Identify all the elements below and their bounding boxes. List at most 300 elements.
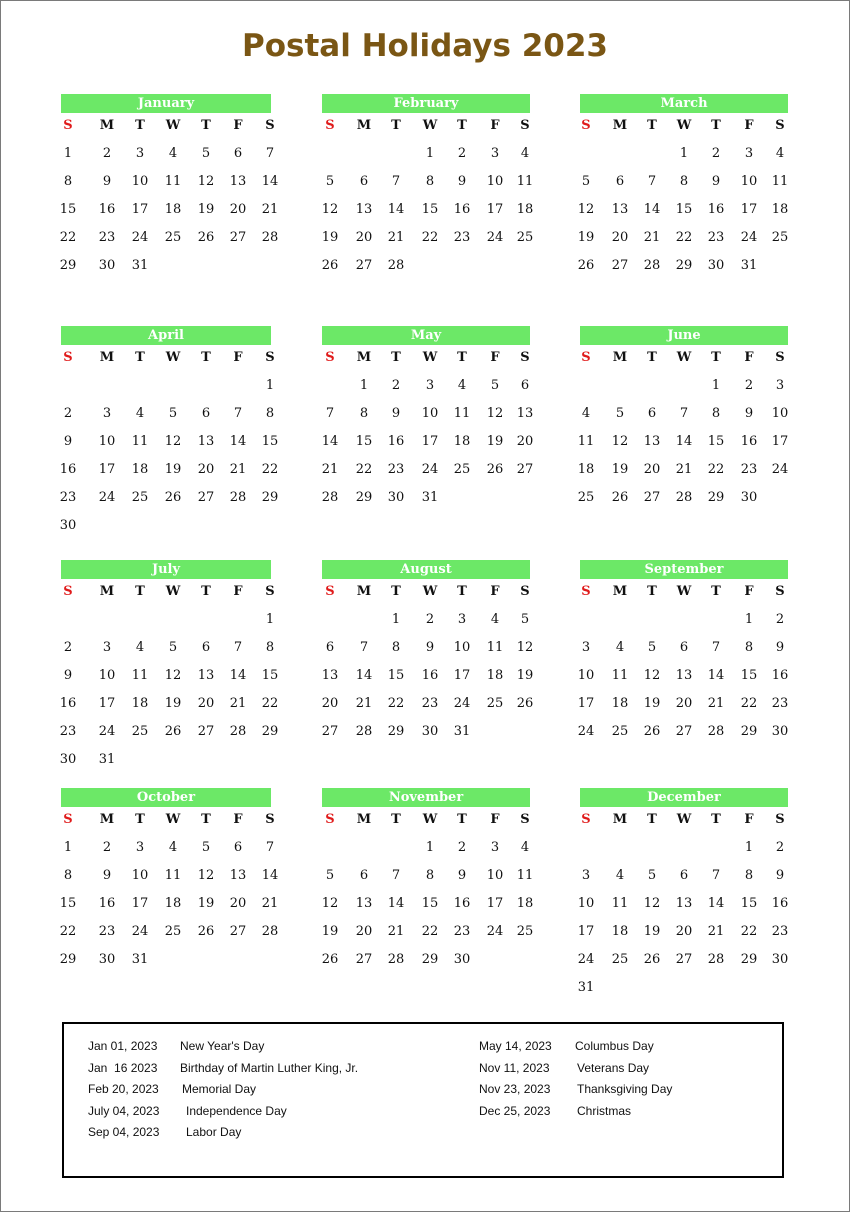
day-cell: 23 xyxy=(387,462,405,477)
day-cell: 9 xyxy=(102,868,112,883)
day-cell: 25 xyxy=(516,230,534,245)
day-cell: 30 xyxy=(453,952,471,967)
day-cell: 26 xyxy=(516,696,534,711)
day-cell: 19 xyxy=(321,230,339,245)
weekday-label: M xyxy=(99,584,115,599)
day-cell: 16 xyxy=(740,434,758,449)
day-cell: 29 xyxy=(387,724,405,739)
day-cell: 28 xyxy=(261,230,279,245)
holiday-date: Dec 25, 2023 xyxy=(479,1103,551,1118)
day-cell: 29 xyxy=(740,952,758,967)
day-cell: 29 xyxy=(59,952,77,967)
weekday-label: W xyxy=(165,812,181,827)
day-cell: 7 xyxy=(359,640,369,655)
day-cell: 7 xyxy=(679,406,689,421)
day-cell: 28 xyxy=(387,952,405,967)
day-cell: 12 xyxy=(197,174,215,189)
day-cell: 5 xyxy=(520,612,530,627)
weekday-label: M xyxy=(612,118,628,133)
weekday-label: T xyxy=(711,118,721,133)
day-cell: 12 xyxy=(577,202,595,217)
weekday-label: T xyxy=(647,118,657,133)
weekday-label: M xyxy=(99,118,115,133)
day-cell: 6 xyxy=(233,840,243,855)
day-cell: 7 xyxy=(265,146,275,161)
day-cell: 9 xyxy=(457,868,467,883)
day-cell: 21 xyxy=(387,924,405,939)
day-cell: 2 xyxy=(391,378,401,393)
day-cell: 18 xyxy=(453,434,471,449)
day-cell: 21 xyxy=(229,696,247,711)
day-cell: 17 xyxy=(740,202,758,217)
holiday-date: July 04, 2023 xyxy=(88,1103,160,1118)
weekday-label: F xyxy=(744,812,754,827)
weekday-label: W xyxy=(422,584,438,599)
day-cell: 12 xyxy=(516,640,534,655)
day-cell: 23 xyxy=(771,696,789,711)
day-cell: 17 xyxy=(486,896,504,911)
day-cell: 14 xyxy=(387,896,405,911)
day-cell: 8 xyxy=(679,174,689,189)
day-cell: 27 xyxy=(229,230,247,245)
day-cell: 6 xyxy=(201,640,211,655)
day-cell: 22 xyxy=(355,462,373,477)
holiday-name: Independence Day xyxy=(186,1103,287,1118)
day-cell: 28 xyxy=(229,724,247,739)
day-cell: 9 xyxy=(457,174,467,189)
day-cell: 21 xyxy=(261,896,279,911)
day-cell: 5 xyxy=(168,406,178,421)
day-cell: 23 xyxy=(771,924,789,939)
day-cell: 26 xyxy=(321,952,339,967)
day-cell: 16 xyxy=(98,896,116,911)
weekday-label: F xyxy=(233,118,243,133)
day-cell: 21 xyxy=(675,462,693,477)
day-cell: 16 xyxy=(771,668,789,683)
weekday-label: S xyxy=(265,118,275,133)
day-cell: 14 xyxy=(261,868,279,883)
day-cell: 29 xyxy=(675,258,693,273)
day-cell: 15 xyxy=(261,668,279,683)
day-cell: 13 xyxy=(321,668,339,683)
holiday-date: May 14, 2023 xyxy=(479,1039,552,1053)
day-cell: 27 xyxy=(611,258,629,273)
day-cell: 18 xyxy=(516,202,534,217)
day-cell: 28 xyxy=(387,258,405,273)
day-cell: 1 xyxy=(425,840,435,855)
day-cell: 6 xyxy=(520,378,530,393)
weekday-label: S xyxy=(265,350,275,365)
day-cell: 19 xyxy=(197,202,215,217)
weekday-label: W xyxy=(422,812,438,827)
day-cell: 14 xyxy=(675,434,693,449)
weekday-label: F xyxy=(490,812,500,827)
weekday-label: W xyxy=(165,118,181,133)
day-cell: 11 xyxy=(164,174,182,189)
day-cell: 9 xyxy=(775,868,785,883)
day-cell: 24 xyxy=(577,724,595,739)
day-cell: 3 xyxy=(581,640,591,655)
day-cell: 21 xyxy=(321,462,339,477)
day-cell: 22 xyxy=(740,924,758,939)
day-cell: 8 xyxy=(359,406,369,421)
day-cell: 14 xyxy=(321,434,339,449)
day-cell: 11 xyxy=(131,668,149,683)
weekday-label: T xyxy=(457,812,467,827)
day-cell: 2 xyxy=(711,146,721,161)
weekday-label: S xyxy=(63,118,73,133)
month-header: February xyxy=(322,94,530,113)
day-cell: 28 xyxy=(643,258,661,273)
day-cell: 12 xyxy=(643,896,661,911)
day-cell: 30 xyxy=(740,490,758,505)
day-cell: 13 xyxy=(611,202,629,217)
holiday-date: Jan 01, 2023 xyxy=(88,1039,158,1053)
month-header: December xyxy=(580,788,788,807)
day-cell: 25 xyxy=(611,724,629,739)
day-cell: 14 xyxy=(707,668,725,683)
holiday-date: Nov 11, 2023 xyxy=(479,1060,550,1075)
day-cell: 6 xyxy=(201,406,211,421)
day-cell: 17 xyxy=(131,202,149,217)
day-cell: 20 xyxy=(229,896,247,911)
day-cell: 2 xyxy=(102,840,112,855)
day-cell: 15 xyxy=(261,434,279,449)
day-cell: 18 xyxy=(164,896,182,911)
day-cell: 3 xyxy=(581,868,591,883)
day-cell: 25 xyxy=(164,230,182,245)
weekday-label: T xyxy=(711,584,721,599)
day-cell: 19 xyxy=(643,924,661,939)
day-cell: 19 xyxy=(197,896,215,911)
weekday-label: M xyxy=(99,350,115,365)
day-cell: 10 xyxy=(131,868,149,883)
day-cell: 27 xyxy=(321,724,339,739)
weekday-label: W xyxy=(676,812,692,827)
day-cell: 24 xyxy=(740,230,758,245)
day-cell: 1 xyxy=(744,612,754,627)
day-cell: 1 xyxy=(744,840,754,855)
weekday-label: T xyxy=(135,812,145,827)
weekday-label: W xyxy=(676,350,692,365)
day-cell: 27 xyxy=(516,462,534,477)
day-cell: 7 xyxy=(647,174,657,189)
day-cell: 16 xyxy=(453,896,471,911)
day-cell: 23 xyxy=(707,230,725,245)
weekday-label: S xyxy=(520,584,530,599)
day-cell: 30 xyxy=(387,490,405,505)
weekday-label: M xyxy=(612,812,628,827)
day-cell: 5 xyxy=(325,868,335,883)
holiday-legend xyxy=(62,1022,784,1178)
day-cell: 31 xyxy=(131,952,149,967)
day-cell: 18 xyxy=(771,202,789,217)
day-cell: 30 xyxy=(59,752,77,767)
day-cell: 26 xyxy=(486,462,504,477)
weekday-label: S xyxy=(581,118,591,133)
weekday-label: F xyxy=(744,350,754,365)
day-cell: 29 xyxy=(740,724,758,739)
day-cell: 12 xyxy=(643,668,661,683)
day-cell: 24 xyxy=(453,696,471,711)
day-cell: 20 xyxy=(229,202,247,217)
day-cell: 29 xyxy=(421,952,439,967)
weekday-label: M xyxy=(612,350,628,365)
weekday-label: S xyxy=(63,350,73,365)
day-cell: 14 xyxy=(707,896,725,911)
day-cell: 12 xyxy=(611,434,629,449)
day-cell: 22 xyxy=(421,230,439,245)
day-cell: 21 xyxy=(707,924,725,939)
day-cell: 17 xyxy=(577,696,595,711)
day-cell: 15 xyxy=(707,434,725,449)
day-cell: 9 xyxy=(744,406,754,421)
weekday-label: T xyxy=(457,118,467,133)
day-cell: 27 xyxy=(355,952,373,967)
day-cell: 19 xyxy=(643,696,661,711)
day-cell: 5 xyxy=(647,868,657,883)
day-cell: 24 xyxy=(421,462,439,477)
holiday-date: Sep 04, 2023 xyxy=(88,1125,160,1139)
day-cell: 5 xyxy=(615,406,625,421)
day-cell: 19 xyxy=(164,462,182,477)
day-cell: 22 xyxy=(740,696,758,711)
day-cell: 10 xyxy=(98,668,116,683)
day-cell: 29 xyxy=(59,258,77,273)
weekday-label: S xyxy=(325,118,335,133)
day-cell: 14 xyxy=(643,202,661,217)
day-cell: 12 xyxy=(164,668,182,683)
day-cell: 1 xyxy=(63,146,73,161)
day-cell: 5 xyxy=(201,146,211,161)
weekday-label: M xyxy=(356,350,372,365)
day-cell: 2 xyxy=(102,146,112,161)
weekday-label: F xyxy=(490,350,500,365)
day-cell: 28 xyxy=(261,924,279,939)
day-cell: 10 xyxy=(486,868,504,883)
day-cell: 24 xyxy=(771,462,789,477)
day-cell: 30 xyxy=(98,952,116,967)
day-cell: 19 xyxy=(164,696,182,711)
day-cell: 28 xyxy=(707,952,725,967)
day-cell: 8 xyxy=(744,868,754,883)
day-cell: 26 xyxy=(321,258,339,273)
day-cell: 6 xyxy=(647,406,657,421)
day-cell: 11 xyxy=(577,434,595,449)
day-cell: 26 xyxy=(611,490,629,505)
day-cell: 22 xyxy=(59,924,77,939)
day-cell: 18 xyxy=(611,924,629,939)
day-cell: 29 xyxy=(355,490,373,505)
weekday-label: F xyxy=(490,584,500,599)
weekday-label: M xyxy=(99,812,115,827)
month-header: August xyxy=(322,560,530,579)
day-cell: 4 xyxy=(615,640,625,655)
day-cell: 17 xyxy=(98,462,116,477)
day-cell: 6 xyxy=(679,640,689,655)
day-cell: 11 xyxy=(131,434,149,449)
day-cell: 24 xyxy=(131,924,149,939)
holiday-date: Nov 23, 2023 xyxy=(479,1082,551,1096)
day-cell: 5 xyxy=(490,378,500,393)
month-header: July xyxy=(61,560,271,579)
weekday-label: T xyxy=(457,584,467,599)
day-cell: 4 xyxy=(615,868,625,883)
day-cell: 3 xyxy=(135,146,145,161)
weekday-label: M xyxy=(356,118,372,133)
weekday-label: W xyxy=(422,350,438,365)
weekday-label: S xyxy=(520,118,530,133)
day-cell: 19 xyxy=(516,668,534,683)
holiday-date: Jan 16 2023 xyxy=(88,1060,158,1075)
day-cell: 9 xyxy=(102,174,112,189)
day-cell: 8 xyxy=(711,406,721,421)
weekday-label: T xyxy=(201,118,211,133)
day-cell: 22 xyxy=(261,696,279,711)
day-cell: 27 xyxy=(643,490,661,505)
day-cell: 13 xyxy=(643,434,661,449)
day-cell: 4 xyxy=(490,612,500,627)
day-cell: 23 xyxy=(59,490,77,505)
day-cell: 13 xyxy=(197,434,215,449)
day-cell: 13 xyxy=(516,406,534,421)
day-cell: 8 xyxy=(744,640,754,655)
weekday-label: T xyxy=(391,812,401,827)
day-cell: 8 xyxy=(425,174,435,189)
day-cell: 25 xyxy=(131,724,149,739)
weekday-label: S xyxy=(775,350,785,365)
day-cell: 2 xyxy=(457,146,467,161)
day-cell: 17 xyxy=(421,434,439,449)
day-cell: 16 xyxy=(59,696,77,711)
day-cell: 3 xyxy=(425,378,435,393)
day-cell: 24 xyxy=(98,490,116,505)
day-cell: 15 xyxy=(421,202,439,217)
day-cell: 8 xyxy=(63,174,73,189)
holiday-name: New Year's Day xyxy=(180,1039,265,1053)
day-cell: 22 xyxy=(261,462,279,477)
weekday-label: W xyxy=(165,350,181,365)
weekday-label: W xyxy=(676,118,692,133)
day-cell: 16 xyxy=(98,202,116,217)
weekday-label: T xyxy=(135,350,145,365)
day-cell: 11 xyxy=(164,868,182,883)
day-cell: 10 xyxy=(98,434,116,449)
day-cell: 9 xyxy=(711,174,721,189)
day-cell: 30 xyxy=(59,518,77,533)
day-cell: 20 xyxy=(197,696,215,711)
day-cell: 27 xyxy=(197,724,215,739)
day-cell: 2 xyxy=(63,640,73,655)
day-cell: 15 xyxy=(59,896,77,911)
day-cell: 10 xyxy=(577,668,595,683)
day-cell: 10 xyxy=(421,406,439,421)
day-cell: 22 xyxy=(421,924,439,939)
day-cell: 1 xyxy=(425,146,435,161)
day-cell: 11 xyxy=(486,640,504,655)
day-cell: 7 xyxy=(711,640,721,655)
weekday-label: S xyxy=(325,350,335,365)
day-cell: 8 xyxy=(425,868,435,883)
day-cell: 14 xyxy=(229,434,247,449)
day-cell: 20 xyxy=(321,696,339,711)
day-cell: 4 xyxy=(135,640,145,655)
day-cell: 20 xyxy=(355,230,373,245)
weekday-label: M xyxy=(356,812,372,827)
weekday-label: T xyxy=(201,350,211,365)
day-cell: 11 xyxy=(516,868,534,883)
day-cell: 2 xyxy=(775,612,785,627)
weekday-label: S xyxy=(775,812,785,827)
day-cell: 6 xyxy=(679,868,689,883)
holiday-name: Christmas xyxy=(577,1103,632,1118)
day-cell: 14 xyxy=(261,174,279,189)
weekday-label: T xyxy=(647,812,657,827)
month-header: May xyxy=(322,326,530,345)
day-cell: 15 xyxy=(59,202,77,217)
day-cell: 14 xyxy=(355,668,373,683)
weekday-label: T xyxy=(647,584,657,599)
day-cell: 23 xyxy=(98,230,116,245)
day-cell: 25 xyxy=(164,924,182,939)
day-cell: 5 xyxy=(647,640,657,655)
day-cell: 1 xyxy=(711,378,721,393)
day-cell: 13 xyxy=(355,202,373,217)
day-cell: 15 xyxy=(675,202,693,217)
day-cell: 23 xyxy=(421,696,439,711)
day-cell: 20 xyxy=(643,462,661,477)
day-cell: 22 xyxy=(387,696,405,711)
day-cell: 28 xyxy=(675,490,693,505)
weekday-label: S xyxy=(520,350,530,365)
day-cell: 10 xyxy=(486,174,504,189)
weekday-label: T xyxy=(391,584,401,599)
day-cell: 27 xyxy=(675,952,693,967)
day-cell: 11 xyxy=(516,174,534,189)
day-cell: 19 xyxy=(486,434,504,449)
day-cell: 13 xyxy=(355,896,373,911)
day-cell: 4 xyxy=(775,146,785,161)
holiday-date: Feb 20, 2023 xyxy=(88,1082,159,1096)
day-cell: 11 xyxy=(771,174,789,189)
day-cell: 31 xyxy=(453,724,471,739)
day-cell: 25 xyxy=(453,462,471,477)
day-cell: 15 xyxy=(740,668,758,683)
day-cell: 30 xyxy=(771,952,789,967)
month-header: June xyxy=(580,326,788,345)
weekday-label: S xyxy=(325,584,335,599)
day-cell: 17 xyxy=(771,434,789,449)
day-cell: 10 xyxy=(740,174,758,189)
day-cell: 28 xyxy=(707,724,725,739)
day-cell: 31 xyxy=(740,258,758,273)
day-cell: 31 xyxy=(421,490,439,505)
day-cell: 27 xyxy=(229,924,247,939)
weekday-label: M xyxy=(356,584,372,599)
day-cell: 24 xyxy=(486,230,504,245)
holiday-name: Thanksgiving Day xyxy=(577,1082,673,1096)
day-cell: 25 xyxy=(577,490,595,505)
holiday-name: Birthday of Martin Luther King, Jr. xyxy=(180,1060,359,1075)
day-cell: 11 xyxy=(611,668,629,683)
day-cell: 2 xyxy=(63,406,73,421)
day-cell: 17 xyxy=(453,668,471,683)
month-header: November xyxy=(322,788,530,807)
day-cell: 26 xyxy=(577,258,595,273)
month-header: April xyxy=(61,326,271,345)
day-cell: 7 xyxy=(391,174,401,189)
day-cell: 26 xyxy=(197,924,215,939)
